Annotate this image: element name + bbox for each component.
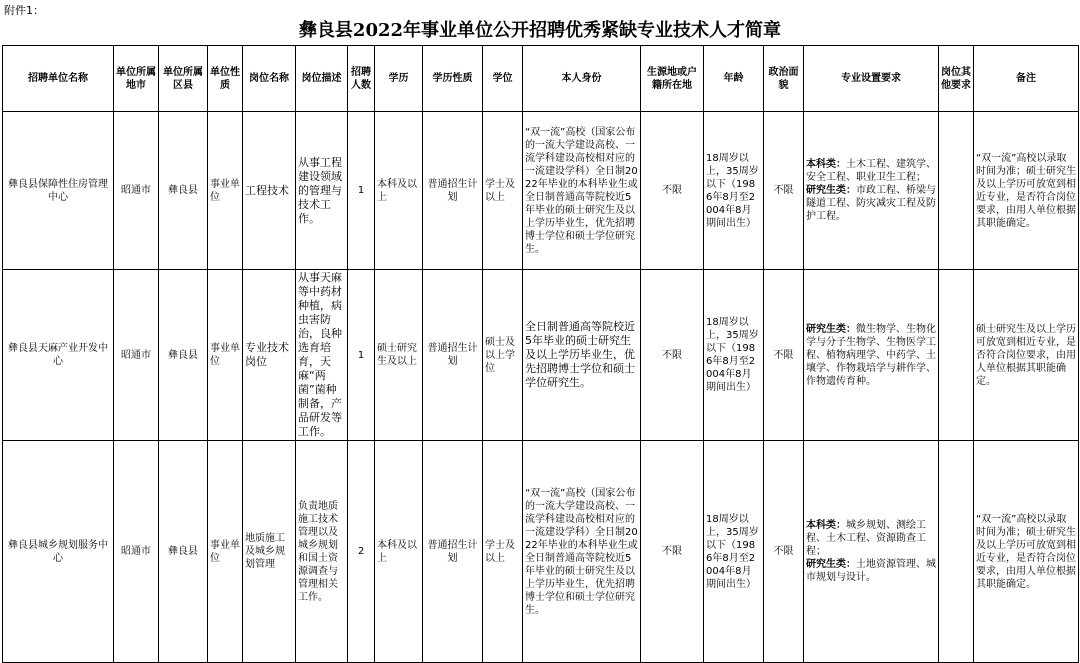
header-count: 招聘人数 xyxy=(348,46,375,112)
header-degree: 学位 xyxy=(483,46,523,112)
major-grad-label: 研究生类： xyxy=(806,185,856,196)
major-undergrad-label: 本科类： xyxy=(806,520,846,531)
major-undergrad: 土木工程、建筑学、安全工程、职业卫生工程； xyxy=(806,159,936,183)
cell-edu: 本科及以上 xyxy=(375,112,423,270)
cell-major xyxy=(804,112,939,270)
cell-degree: 学士及以上 xyxy=(483,441,523,663)
cell-city: 昭通市 xyxy=(114,112,159,270)
header-desc: 岗位描述 xyxy=(296,46,348,112)
cell-age: 18周岁以上，35周岁以下（1986年8月至2004年8月期间出生） xyxy=(704,270,764,441)
cell-origin: 不限 xyxy=(641,441,704,663)
major-undergrad-label: 本科类： xyxy=(806,159,846,170)
header-unit: 招聘单位名称 xyxy=(3,46,114,112)
table-header-row xyxy=(3,46,1079,112)
cell-count: 2 xyxy=(348,441,375,663)
cell-edu-type: 普通招生计划 xyxy=(423,270,483,441)
cell-identity: 全日制普通高等院校近5年毕业的硕士研究生及以上学历毕业生，优先招聘博士学位和硕士学位研究生。 xyxy=(523,270,641,441)
header-nature: 单位性质 xyxy=(208,46,243,112)
header-post: 岗位名称 xyxy=(243,46,296,112)
cell-edu: 本科及以上 xyxy=(375,441,423,663)
cell-identity: “双一流”高校（国家公布的一流大学建设高校、一流学科建设高校相对应的一流建设学科）全日制2022年毕业的本科毕业生或全日制普通高等院校近5年毕业的硕士研究生及以上学历毕业生，优先招聘博士学位和硕士学位研究生。 xyxy=(523,112,641,270)
cell-nature: 事业单位 xyxy=(208,270,243,441)
cell-unit: 彝良县保障性住房管理中心 xyxy=(3,112,114,270)
cell-nature: 事业单位 xyxy=(208,112,243,270)
cell-other xyxy=(939,441,974,663)
cell-degree: 硕士及以上学位 xyxy=(483,270,523,441)
recruitment-table xyxy=(2,45,1079,663)
cell-age: 18周岁以上，35周岁以下（1986年8月至2004年8月期间出生） xyxy=(704,441,764,663)
cell-desc: 从事工程建设领域的管理与技术工作。 xyxy=(296,112,348,270)
cell-identity: “双一流”高校（国家公布的一流大学建设高校、一流学科建设高校相对应的一流建设学科）全日制2022年毕业的本科毕业生或全日制普通高等院校近5年毕业的硕士研究生及以上学历毕业生，优先招聘博士学位和硕士学位研究生。 xyxy=(523,441,641,663)
cell-age: 18周岁以上，35周岁以下（1986年8月至2004年8月期间出生） xyxy=(704,112,764,270)
header-remark: 备注 xyxy=(974,46,1079,112)
cell-politics: 不限 xyxy=(764,441,804,663)
major-grad-label: 研究生类： xyxy=(806,323,856,335)
cell-politics: 不限 xyxy=(764,112,804,270)
header-city: 单位所属地市 xyxy=(114,46,159,112)
header-edu-type: 学历性质 xyxy=(423,46,483,112)
cell-city: 昭通市 xyxy=(114,270,159,441)
cell-post: 工程技术 xyxy=(243,112,296,270)
major-grad: 微生物学、生物化学与分子生物学、生物医学工程、植物病理学、中药学、土壤学、作物栽培学与耕作学、作物遗传育种。 xyxy=(806,323,936,387)
cell-post: 地质施工及城乡规划管理 xyxy=(243,441,296,663)
header-other: 岗位其他要求 xyxy=(939,46,974,112)
cell-desc: 负责地质施工技术管理以及城乡规划和国土资源调查与管理相关工作。 xyxy=(296,441,348,663)
table-row xyxy=(3,441,1079,663)
header-county: 单位所属区县 xyxy=(159,46,208,112)
cell-unit: 彝良县城乡规划服务中心 xyxy=(3,441,114,663)
cell-count: 1 xyxy=(348,112,375,270)
cell-major xyxy=(804,441,939,663)
cell-origin: 不限 xyxy=(641,270,704,441)
cell-remark: “双一流”高校以录取时间为准；硕士研究生及以上学历可放宽到相近专业，是否符合岗位要求，由用人单位根据其职能确定。 xyxy=(974,112,1079,270)
cell-desc: 从事天麻等中药材种植，病虫害防治，良种选育培育，天麻“两菌”菌种制备，产品研发等工作。 xyxy=(296,270,348,441)
major-grad: 土地资源管理、城市规划与设计。 xyxy=(806,559,936,583)
attachment-label: 附件1： xyxy=(4,4,44,17)
cell-unit: 彝良县天麻产业开发中心 xyxy=(3,270,114,441)
cell-major xyxy=(804,270,939,441)
header-major: 专业设置要求 xyxy=(804,46,939,112)
page-title: 彝良县2022年事业单位公开招聘优秀紧缺专业技术人才简章 xyxy=(298,20,782,41)
header-politics: 政治面貌 xyxy=(764,46,804,112)
cell-edu-type: 普通招生计划 xyxy=(423,441,483,663)
cell-edu: 硕士研究生及以上 xyxy=(375,270,423,441)
cell-other xyxy=(939,112,974,270)
table-row xyxy=(3,270,1079,441)
cell-remark: “双一流”高校以录取时间为准；硕士研究生及以上学历可放宽到相近专业，是否符合岗位要求，由用人单位根据其职能确定。 xyxy=(974,441,1079,663)
table-row xyxy=(3,112,1079,270)
major-grad-label: 研究生类： xyxy=(806,559,856,570)
cell-remark: 硕士研究生及以上学历可放宽到相近专业，是否符合岗位要求，由用人单位根据其职能确定。 xyxy=(974,270,1079,441)
cell-post: 专业技术岗位 xyxy=(243,270,296,441)
cell-other xyxy=(939,270,974,441)
header-age: 年龄 xyxy=(704,46,764,112)
cell-county: 彝良县 xyxy=(159,441,208,663)
cell-politics: 不限 xyxy=(764,270,804,441)
cell-edu-type: 普通招生计划 xyxy=(423,112,483,270)
cell-county: 彝良县 xyxy=(159,112,208,270)
header-identity: 本人身份 xyxy=(523,46,641,112)
major-undergrad: 城乡规划、测绘工程、土木工程、资源勘查工程； xyxy=(806,520,926,557)
cell-city: 昭通市 xyxy=(114,441,159,663)
major-grad: 市政工程、桥梁与隧道工程、防灾减灾工程及防护工程。 xyxy=(806,185,936,222)
cell-count: 1 xyxy=(348,270,375,441)
cell-nature: 事业单位 xyxy=(208,441,243,663)
cell-county: 彝良县 xyxy=(159,270,208,441)
header-edu: 学历 xyxy=(375,46,423,112)
header-origin: 生源地或户籍所在地 xyxy=(641,46,704,112)
cell-degree: 学士及以上 xyxy=(483,112,523,270)
cell-origin: 不限 xyxy=(641,112,704,270)
